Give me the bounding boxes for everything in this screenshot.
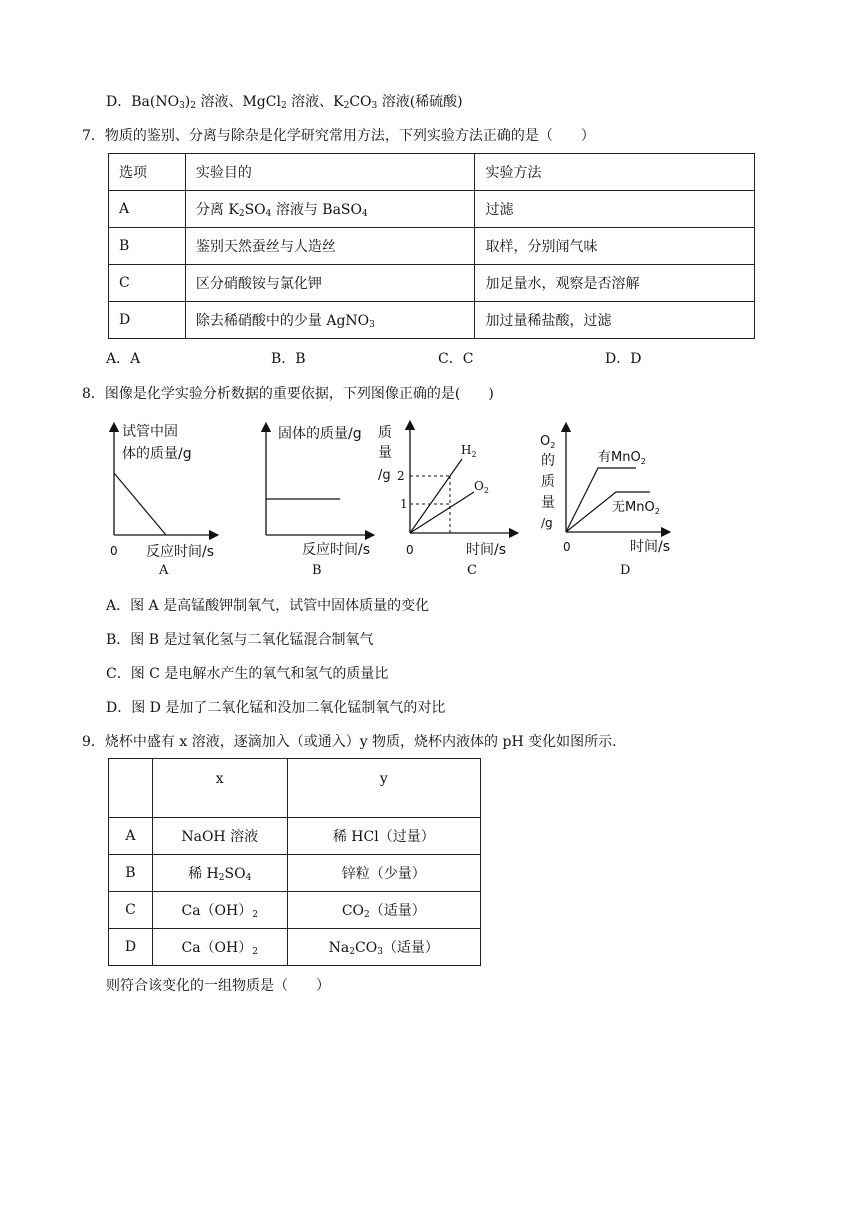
option-cell: C	[109, 892, 153, 929]
fig-c-origin: 0	[406, 543, 414, 557]
option-cell: D	[109, 929, 153, 966]
table-row	[109, 818, 481, 855]
fig-c-o2-label: $O_2$	[474, 479, 489, 495]
table-row	[109, 892, 481, 929]
fig-d-ylabel-2: 的	[541, 453, 555, 469]
fig-b-xlabel: 反应时间/s	[302, 542, 371, 558]
table-row	[109, 929, 481, 966]
y-cell: 稀 HCl（过量）	[287, 818, 480, 855]
table-header-row	[109, 154, 755, 191]
option-cell: B	[109, 855, 153, 892]
x-cell: NaOH 溶液	[152, 818, 287, 855]
q8-figures	[0, 415, 860, 585]
fig-d-ylabel-o2: $O_2$	[540, 434, 556, 450]
q7-choice-b: B．B	[271, 351, 306, 367]
fig-c-tick-2: 2	[397, 469, 405, 483]
q8-stem: 8．图像是化学实验分析数据的重要依据，下列图像正确的是( )	[82, 386, 494, 402]
table-row	[109, 228, 755, 265]
fig-a-origin: 0	[110, 544, 118, 558]
fig-d-origin: 0	[563, 540, 571, 554]
fig-c-tick-1: 1	[400, 497, 408, 511]
table-row	[109, 855, 481, 892]
q6-option-d: D．$Ba(NO_3)_2$ 溶液、MgCl$_2$ 溶液、$K_2CO_3$ 溶液(稀硫酸)	[106, 94, 463, 111]
x-cell: $Ca(OH)_2$	[152, 892, 287, 929]
fig-d-with-mno2: 有MnO$_2$	[598, 450, 646, 466]
q8-option-d: D．图 D 是加了二氧化锰和没加二氧化锰制氧气的对比	[106, 700, 446, 716]
x-cell: 稀 $H_2SO_4$	[152, 855, 287, 892]
q9-table	[108, 758, 481, 966]
purpose-cell: 分离 $K_2SO_4$ 溶液与 BaSO$_4$	[185, 191, 475, 228]
table-header-cell	[109, 759, 153, 818]
figure-d	[540, 427, 670, 578]
q7-choice-a: A．A	[106, 351, 141, 367]
fig-c-ylabel-3: /g	[378, 468, 391, 483]
table-row	[109, 265, 755, 302]
y-cell: 锌粒（少量）	[287, 855, 480, 892]
q7-stem: 7．物质的鉴别、分离与除杂是化学研究常用方法，下列实验方法正确的是（ ）	[82, 128, 595, 144]
fig-d-ylabel-5: /g	[541, 516, 553, 530]
table-header-cell: 选项	[109, 154, 186, 191]
method-cell: 加足量水，观察是否溶解	[475, 265, 755, 302]
method-cell: 取样，分别闻气味	[475, 228, 755, 265]
table-header-cell: x	[152, 759, 287, 818]
fig-a-ylabel-2: 体的质量/g	[122, 446, 192, 462]
fig-a-ylabel-1: 试管中固	[122, 424, 178, 440]
q9-stem: 9．烧杯中盛有 x 溶液，逐滴加入（或通入）y 物质，烧杯内液体的 pH 变化如图所示.	[82, 734, 617, 750]
fig-d-caption: D	[620, 563, 631, 578]
method-cell: 加过量稀盐酸，过滤	[475, 302, 755, 339]
option-cell: D	[109, 302, 186, 339]
table-header-cell: 实验方法	[475, 154, 755, 191]
table-header-cell: 实验目的	[185, 154, 475, 191]
fig-c-caption: C	[467, 563, 477, 578]
fig-a-xlabel: 反应时间/s	[146, 544, 215, 560]
option-cell: A	[109, 818, 153, 855]
purpose-cell: 鉴别天然蚕丝与人造丝	[185, 228, 475, 265]
purpose-cell: 除去稀硝酸中的少量 AgNO$_3$	[185, 302, 475, 339]
table-header-cell: y	[287, 759, 480, 818]
fig-a-caption: A	[159, 563, 169, 578]
purpose-cell: 区分硝酸铵与氯化钾	[185, 265, 475, 302]
fig-c-ylabel-1: 质	[378, 425, 392, 441]
fig-d-xlabel: 时间/s	[630, 539, 671, 555]
fig-c-h2-label: $H_2$	[461, 443, 477, 459]
q8-option-c: C．图 C 是电解水产生的氧气和氢气的质量比	[106, 666, 389, 682]
table-header-row	[109, 759, 481, 818]
fig-d-without-mno2: 无MnO$_2$	[612, 500, 660, 516]
q7-choice-c: C．C	[438, 351, 474, 367]
q9-tail: 则符合该变化的一组物质是（ ）	[106, 978, 330, 994]
option-cell: B	[109, 228, 186, 265]
fig-c-xlabel: 时间/s	[466, 542, 507, 558]
fig-d-ylabel-3: 质	[541, 474, 555, 490]
table-row	[109, 302, 755, 339]
q7-choice-d: D．D	[605, 351, 642, 367]
figure-a	[110, 423, 214, 578]
figure-c	[378, 425, 514, 578]
q7-table	[108, 153, 755, 339]
fig-b-caption: B	[312, 563, 322, 578]
y-cell: $Na_2CO_3$（适量）	[287, 929, 480, 966]
fig-c-ylabel-2: 量	[378, 445, 392, 461]
table-row	[109, 191, 755, 228]
fig-b-ylabel: 固体的质量/g	[278, 426, 362, 442]
q8-option-b: B．图 B 是过氧化氢与二氧化锰混合制氧气	[106, 632, 374, 648]
x-cell: $Ca(OH)_2$	[152, 929, 287, 966]
figure-b	[266, 425, 370, 578]
y-cell: $CO_2$（适量）	[287, 892, 480, 929]
option-cell: C	[109, 265, 186, 302]
q8-option-a: A．图 A 是高锰酸钾制氧气，试管中固体质量的变化	[106, 598, 430, 614]
fig-d-ylabel-4: 量	[541, 495, 555, 511]
method-cell: 过滤	[475, 191, 755, 228]
option-cell: A	[109, 191, 186, 228]
